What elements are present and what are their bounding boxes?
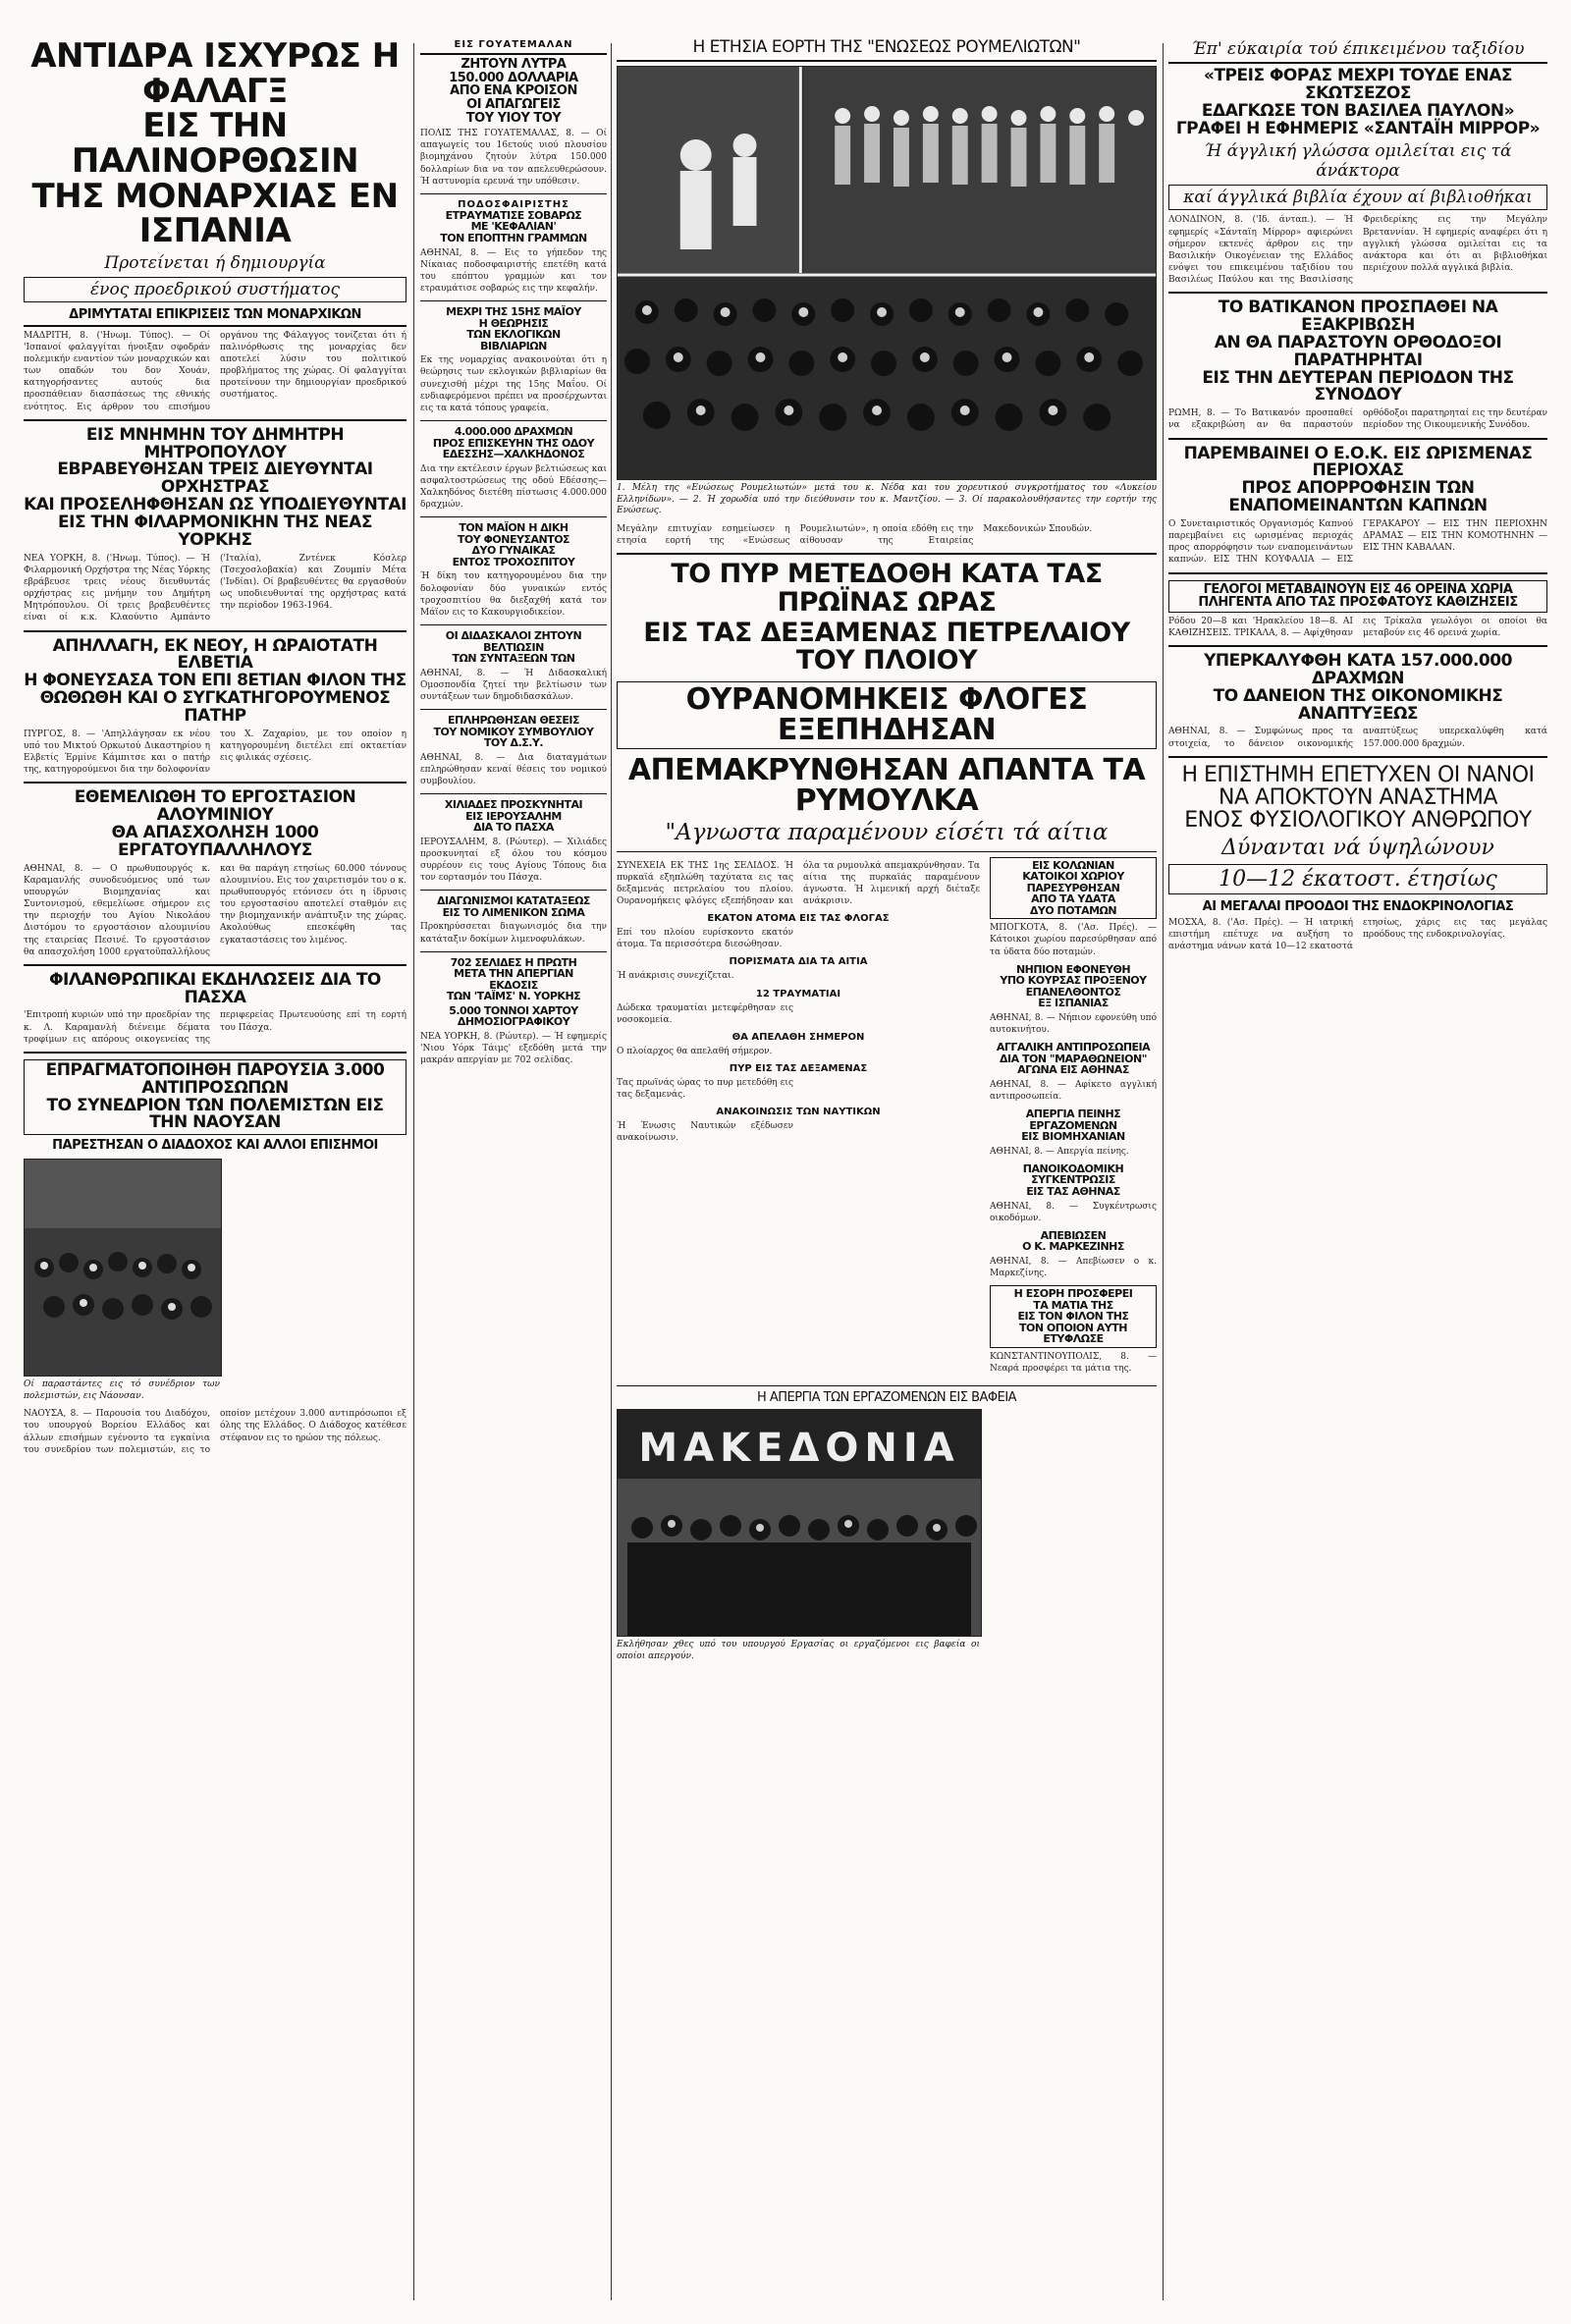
article-body: Ή δίκη του κατηγορουμένου δια την δολοφονίαν δύο γυναικών εντός τροχοσπιτίου θα διεξαχθή κατά τον Μάϊον εις το Κακουργιοδικείον. (420, 571, 607, 618)
divider (420, 420, 607, 421)
column-rule (413, 43, 414, 2300)
headline-line: ΕΙΣ ΤΑΣ ΑΘΗΝΑΣ (1026, 1184, 1120, 1198)
divider (24, 1052, 406, 1054)
headline-line: ΕΙΣ ΤΟ ΛΙΜΕΝΙΚΟΝ ΣΩΜΑ (442, 905, 585, 919)
headline-pavlos (1168, 68, 1547, 137)
divider (24, 630, 406, 632)
headline-line: ΤΟ ΔΑΝΕΙΟΝ ΤΗΣ ΟΙΚΟΝΟΜΙΚΗΣ ΑΝΑΠΤΥΞΕΩΣ (1213, 685, 1503, 724)
subheadline-boxed: ένος προεδρικού συστήματος (24, 277, 406, 302)
divider (617, 1385, 1157, 1386)
banner-subheadline: "Αγνωστα παραμένουν είσέτι τά αίτια (665, 819, 1109, 845)
headline-pasxa: ΦΙΛΑΝΘΡΩΠΙΚΑΙ ΕΚΔΗΛΩΣΕΙΣ ΔΙΑ ΤΟ ΠΑΣΧΑ (49, 969, 381, 1007)
headline-edessa (420, 426, 607, 460)
headline-falange (24, 39, 406, 249)
headline-line: ΧΙΛΙΑΔΕΣ ΠΡΟΣΚΥΝΗΤΑΙ (444, 798, 583, 812)
photo-title: Η ΕΤΗΣΙΑ ΕΟΡΤΗ ΤΗΣ "ΕΝΩΣΕΩΣ ΡΟΥΜΕΛΙΩΤΩΝ" (617, 39, 1157, 62)
fire-story-right (990, 857, 1157, 1381)
section-heading: ΕΚΑΤΟΝ ΑΤΟΜΑ ΕΙΣ ΤΑΣ ΦΛΟΓΑΣ (707, 913, 890, 925)
headline-marathon (990, 1042, 1157, 1076)
headline-line: ΕΔΑΓΚΩΣΕ ΤΟΝ ΒΑΣΙΛΕΑ ΠΑΥΛΟΝ» (1201, 100, 1515, 121)
headline-line: ΠΑΡΕΣΥΡΘΗΣΑΝ (1026, 881, 1120, 894)
headline-line: ΑΝ ΘΑ ΠΑΡΑΣΤΟΥΝ ΟΡΘΟΔΟΞΟΙ ΠΑΡΑΤΗΡΗΤΑΙ (1214, 332, 1502, 370)
headline-line: ΜΕΤΑ ΤΗΝ ΑΠΕΡΓΙΑΝ (454, 967, 573, 981)
headline-daneio (1168, 653, 1547, 723)
headline-line: ΤΟΝ ΕΠΟΠΤΗΝ ΓΡΑΜΜΩΝ (440, 232, 587, 244)
divider (420, 890, 607, 891)
headline-line: ΕΝΤΟΣ ΤΡΟΧΟΣΠΙΤΟΥ (452, 555, 575, 568)
kicker: ΠΟΔΟΣΦΑΙΡΙΣΤΗΣ (458, 198, 569, 210)
divider (420, 951, 607, 952)
headline-line: ΕΙΣ ΙΕΡΟΥΣΑΛΗΜ (465, 809, 562, 823)
headline-line: ΓΡΑΦΕΙ Η ΕΦΗΜΕΡΙΣ «ΣΑΝΤΑΪΗ ΜΙΡΡΟΡ» (1175, 118, 1541, 138)
section-heading: ΘΑ ΑΠΕΛΑΘΗ ΣΗΜΕΡΟΝ (731, 1031, 865, 1043)
headline-line: ΤΟΝ ΜΑΪΟΝ Η ΔΙΚΗ (459, 521, 569, 535)
article-body: Ο πλοίαρχος θα απελαθή σήμερον. (617, 1046, 773, 1056)
headline-line: Η ΦΟΝΕΥΣΑΣΑ ΤΟΝ ΕΠΙ 8ΕΤΙΑΝ ΦΙΛΟΝ ΤΗΣ (24, 671, 406, 691)
headline-elvetia (24, 635, 406, 726)
headline-line: ΤΟ ΣΥΝΕΔΡΙΟΝ ΤΩΝ ΠΟΛΕΜΙΣΤΩΝ ΕΙΣ ΤΗΝ ΝΑΟΥΣΑΝ (46, 1095, 384, 1133)
article-body: Προκηρύσσεται διαγωνισμός δια την κατάταξιν δοκίμων λιμενοφυλάκων. (420, 922, 607, 945)
headline-line: ΜΕΧΡΙ ΤΗΣ 15ΗΣ ΜΑΪΟΥ (446, 305, 581, 319)
headline-times (420, 957, 607, 1002)
headline-line: ΠΛΗΓΕΝΤΑ ΑΠΟ ΤΑΣ ΠΡΟΣΦΑΤΟΥΣ ΚΑΘΙΖΗΣΕΙΣ (1198, 595, 1518, 611)
headline-oikodomoi (990, 1163, 1157, 1198)
section-heading: ΠΟΡΙΣΜΑΤΑ ΔΙΑ ΤΑ ΑΙΤΙΑ (729, 956, 868, 968)
section-heading: ΔΡΙΜΥΤΑΤΑΙ ΕΠΙΚΡΙΣΕΙΣ ΤΩΝ ΜΟΝΑΡΧΙΚΩΝ (24, 308, 406, 327)
headline-line: ΕΤΡΑΥΜΑΤΙΣΕ ΣΟΒΑΡΩΣ (445, 208, 582, 222)
headline-line: ΤΗΣ ΜΟΝΑΡΧΙΑΣ ΕΝ ΙΣΠΑΝΙΑ (31, 176, 399, 251)
banner-headline: ΑΠΕΜΑΚΡΥΝΘΗΣΑΝ ΑΠΑΝΤΑ ΤΑ ΡΥΜΟΥΛΚΑ (627, 752, 1146, 819)
headline-line: ΤΟΥ ΦΟΝΕΥΣΑΝΤΟΣ (457, 532, 570, 546)
banner-headline: ΕΙΣ ΤΑΣ ΔΕΞΑΜΕΝΑΣ ΠΕΤΡΕΛΑΙΟΥ ΤΟΥ ΠΛΟΙΟΥ (643, 617, 1130, 676)
headline-line: ΠΑΝΟΙΚΟΔΟΜΙΚΗ (1022, 1162, 1124, 1175)
headline-line: Η ΘΕΩΡΗΣΙΣ (478, 316, 549, 330)
divider (617, 553, 1157, 555)
column-4 (1168, 39, 1547, 2304)
section-heading: 12 ΤΡΑΥΜΑΤΙΑΙ (755, 988, 841, 1000)
headline-eok (1168, 443, 1547, 516)
photo-title: Η ΑΠΕΡΓΙΑ ΤΩΝ ΕΡΓΑΖΟΜΕΝΩΝ ΕΙΣ ΒΑΦΕΙΑ (756, 1390, 1017, 1406)
headline-line: ΓΕΛΟΓΟΙ ΜΕΤΑΒΑΙΝΟΥΝ ΕΙΣ 46 ΟΡΕΙΝΑ ΧΩΡΙΑ (1203, 581, 1513, 597)
article-body: ΠΟΛΙΣ ΤΗΣ ΓΟΥΑΤΕΜΑΛΑΣ, 8. — Οί απαγωγείς του 16ετούς υιού πλουσίου βιομηχάνου ζητούν λύτρα 150.000 δολλαρίων δια να τον απελευθερώσουν. Ή αστυνομία ερευνά την υπόθεσιν. (420, 129, 607, 187)
headline-line: ΕΔΕΣΣΗΣ—ΧΑΛΚΗΔΟΝΟΣ (442, 448, 585, 461)
fire-story (617, 857, 1157, 1381)
headline-geologoi (1168, 580, 1547, 613)
article-body: 'Επιτροπή κυριών υπό την προεδρίαν της κ. Λ. Καραμανλή διένειμε δέματα τροφίμων εις απόρους οικογενείας της περιφερείας Πρωτευούσης επί τη εορτή του Πάσχα. (24, 1010, 406, 1045)
headline-line: ΕΠΡΑΓΜΑΤΟΠΟΙΗΘΗ ΠΑΡΟΥΣΙΑ 3.000 ΑΝΤΙΠΡΟΣΩΠΩΝ (45, 1059, 385, 1098)
headline-aluminium (24, 789, 406, 859)
headline-line: ΠΡΟΣ ΕΠΙΣΚΕΥΗΝ ΤΗΣ ΟΔΟΥ (432, 436, 595, 450)
headline-didaskaloi (420, 630, 607, 665)
headline-footballer (420, 210, 607, 244)
banner-headline-boxed: ΟΥΡΑΝΟΜΗΚΕΙΣ ΦΛΟΓΕΣ ΕΞΕΠΗΔΗΣΑΝ (617, 681, 1157, 749)
headline-line: ΔΙΑΓΩΝΙΣΜΟΙ ΚΑΤΑΤΑΞΕΩΣ (437, 894, 590, 908)
subheadline: Δύνανται νά ύψηλώνουν (1221, 836, 1494, 860)
headline-line: Ο Κ. ΜΑΡΚΕΖΙΝΗΣ (1022, 1240, 1124, 1254)
divider (1168, 438, 1547, 440)
article-body: Τας πρωϊνάς ώρας το πυρ μετεδόθη εις τας δεξαμενάς. (617, 1077, 793, 1101)
headline-line: ΑΠΕΡΓΙΑ ΠΕΙΝΗΣ (1025, 1108, 1121, 1121)
article-body: ΑΘΗΝΑΙ, 8. — Ή Διδασκαλική Ομοσπονδία ζητεί την βελτίωσιν των συντάξεων των δημοδιδασκάλων. (420, 668, 607, 702)
headline-line: ΚΑΤΟΙΚΟΙ ΧΩΡΙΟΥ (1022, 870, 1124, 884)
article-body: Μεγάλην επιτυχίαν εσημείωσεν η ετησία εορτή της «Ενώσεως Ρουμελιωτών», η οποία εδόθη εις την αίθουσαν της Εταιρείας Μακεδονικών Σπουδών. (617, 523, 1093, 547)
headline-line: ΚΑΙ ΠΡΟΣΕΛΗΦΘΗΣΑΝ ΩΣ ΥΠΟΔΙΕΥΘΥΝΤΑΙ (24, 495, 406, 515)
headline-nomiko (420, 715, 607, 749)
headline-line: ΑΓΩΝΑ ΕΙΣ ΑΘΗΝΑΣ (1017, 1063, 1129, 1077)
headline-line: ΠΡΟΣ ΑΠΟΡΡΟΦΗΣΙΝ ΤΩΝ ΕΝΑΠΟΜΕΙΝΑΝΤΩΝ ΚΑΠΝΩΝ (1228, 478, 1488, 516)
photo-roumeliotes (617, 66, 1157, 480)
headline-line: ΕΒΡΑΒΕΥΘΗΣΑΝ ΤΡΕΙΣ ΔΙΕΥΘΥΝΤΑΙ ΟΡΧΗΣΤΡΑΣ (57, 459, 373, 498)
article-body: ΚΩΝΣΤΑΝΤΙΝΟΥΠΟΛΙΣ, 8. — Νεαρά προσφέρει τα μάτια της. (990, 1351, 1157, 1375)
headline-line: ΘΩΘΩΘΗ ΚΑΙ Ο ΣΥΓΚΑΤΗΓΟΡΟΥΜΕΝΟΣ ΠΑΤΗΡ (39, 688, 391, 726)
divider (24, 782, 406, 784)
headline-line: ΔΥΟ ΠΟΤΑΜΩΝ (1029, 903, 1117, 917)
headline-line: ΕΠΑΝΕΛΘΟΝΤΟΣ (1025, 985, 1121, 999)
headline-line: ΕΙΣ ΤΟΝ ΦΙΛΟΝ ΤΗΣ (1017, 1310, 1129, 1324)
article-body: ΝΑΟΥΣΑ, 8. — Παρουσία του Διαδόχου, του υπουργού Βορείου Ελλάδος και άλλων επισήμων εγένοντο τα εγκαίνια του συνεδρίου των πολεμιστών, εις το οποίον μετέχουν 3.000 αντιπρόσωποι εξ όλης της Ελλάδος. Ο Διάδοχος κατέθεσε στέφανον εις το ηρώον της πόλεως. (24, 1409, 406, 1455)
article-body: Επί του πλοίου ευρίσκοντο εκατόν άτομα. Τα περισσότερα διεσώθησαν. (617, 928, 793, 950)
headline-line: 5.000 ΤΟΝΝΟΙ ΧΑΡΤΟΥ (449, 1003, 578, 1017)
article-body: ΑΘΗΝΑΙ, 8. — Συγκέντρωσις οικοδόμων. (990, 1201, 1157, 1223)
article-body: ΜΟΣΧΑ, 8. ('Ασ. Πρές). — Ή ιατρική επιστήμη επέτυχε να αυξήση το ανάστημα νάνων κατά 10—12 εκατοστά ετησίως, χάρις εις τας μεγάλας προόδους της ενδοκρινολογίας. (1168, 917, 1547, 951)
headline-line: ΟΙ ΔΙΔΑΣΚΑΛΟΙ ΖΗΤΟΥΝ (445, 628, 582, 642)
headline-line: ΤΩΝ ΣΥΝΤΑΞΕΩΝ ΤΩΝ (452, 652, 575, 666)
article-body: Ή ανάκρισις συνεχίζεται. (617, 971, 734, 982)
headline-line: ΤΟΥ Δ.Σ.Υ. (483, 736, 544, 750)
headline-line: ΔΙΑ ΤΟ ΠΑΣΧΑ (473, 821, 554, 835)
divider (1168, 292, 1547, 294)
headline-line: ΣΥΓΚΕΝΤΡΩΣΙΣ (1031, 1173, 1115, 1187)
headline-vatikano (1168, 299, 1547, 405)
subheadline-boxed: 10—12 έκατοστ. έτησίως (1168, 864, 1547, 894)
divider (24, 964, 406, 966)
headline-line: ΒΕΛΤΙΩΣΙΝ (483, 640, 544, 654)
headline-line: 150.000 ΔΟΛΛΑΡΙΑ (449, 70, 578, 85)
section-heading: ΑΙ ΜΕΓΑΛΑΙ ΠΡΟΟΔΟΙ ΤΗΣ ΕΝΔΟΚΡΙΝΟΛΟΓΙΑΣ (1202, 899, 1514, 914)
headline-line: ΖΗΤΟΥΝ ΛΥΤΡΑ (460, 57, 567, 72)
column-rule (1163, 43, 1164, 2300)
headline-line: ΤΟΥ ΝΟΜΙΚΟΥ ΣΥΜΒΟΥΛΙΟΥ (433, 725, 594, 738)
headline-line: ΕΘΕΜΕΛΙΩΘΗ ΤΟ ΕΡΓΟΣΤΑΣΙΟΝ ΑΛΟΥΜΙΝΙΟΥ (74, 787, 356, 826)
article-body: ΑΘΗΝΑΙ, 8. — Απεργία πείνης. (990, 1146, 1129, 1157)
photo-naousa (24, 1159, 222, 1377)
headline-line: ΒΙΒΛΙΑΡΙΩΝ (480, 339, 547, 352)
column-rule (611, 43, 612, 2300)
article-body: ΑΘΗΝΑΙ, 8. — Αφίκετο αγγλική αντιπροσωπεία. (990, 1079, 1157, 1102)
divider (420, 624, 607, 625)
article-body: ΜΑΔΡΙΤΗ, 8. ('Ηνωμ. Τύπος). — Οί 'Ισπανοί φαλαγγίται ήνοιξαν σφοδράν πολεμικήν εναντίον τών μοναρχικών και των οπαδών του δον Χουάν, κατηγορήσαντες αυτούς δια προσπάθειαν διασπάσεως της εθνικής ενότητος. Εις άρθρον του επισήμου οργάνου της Φάλαγγος τονίζεται ότι ή παλινόρθωσις της μοναρχίας δεν αποτελεί λύσιν του πολιτικού προβλήματος της χώρας. Οί φαλαγγίται προτείνουν την δημιουργίαν προεδρικού συστήματος. (24, 330, 406, 412)
photo-vafeia (617, 1409, 982, 1637)
subheadline (420, 1005, 607, 1028)
article-body: ΑΘΗΝΑΙ, 8. — Συμφώνως προς τα στοιχεία, το δάνειον οικονομικής αναπτύξεως υπερεκαλύφθη κατά 157.000.000 δραχμών. (1168, 727, 1547, 749)
headline-nanoi (1168, 764, 1547, 832)
section-heading: ΠΥΡ ΕΙΣ ΤΑΣ ΔΕΞΑΜΕΝΑΣ (729, 1062, 868, 1074)
headline-line: ΤΑ ΜΑΤΙΑ ΤΗΣ (1033, 1298, 1113, 1312)
headline-apergia (990, 1108, 1157, 1143)
divider (1168, 756, 1547, 758)
column-3 (617, 39, 1157, 2304)
headline-diki (420, 522, 607, 567)
headline-line: ΑΠΗΛΛΑΓΗ, ΕΚ ΝΕΟΥ, Η ΩΡΑΙΟΤΑΤΗ ΕΛΒΕΤΙΑ (52, 635, 378, 674)
headline-ierousalim (420, 799, 607, 834)
headline-markezinis (990, 1230, 1157, 1253)
headline-line: ΤΟΝ ΟΠΟΙΟΝ ΑΥΤΗ (1019, 1321, 1127, 1334)
headline-line: ΑΝΤΙΔΡΑ ΙΣΧΥΡΩΣ Η ΦΑΛΑΓΞ (30, 39, 400, 111)
headline-line: ΤΟ ΒΑΤΙΚΑΝΟΝ ΠΡΟΣΠΑΘΕΙ ΝΑ ΕΞΑΚΡΙΒΩΣΗ (1218, 297, 1498, 336)
article-body: ΝΕΑ ΥΟΡΚΗ, 8. (Ρώυτερ). — Ή εφημερίς 'Νιου Υόρκ Τάιμς' εξεδόθη μετά την μακράν απεργίαν με 702 σελίδας. (420, 1031, 607, 1066)
headline-line: ΤΩΝ 'ΤΑΪΜΣ' Ν. ΥΟΡΚΗΣ (446, 990, 581, 1003)
photo-caption: Οί παραστάντες εις τό συνέδριον των πολεμιστών, εις Νάουσαν. (24, 1378, 220, 1401)
headline-line: Η ΕΠΙΣΤΗΜΗ ΕΠΕΤΥΧΕΝ ΟΙ ΝΑΝΟΙ (1181, 762, 1535, 787)
kicker: Έπ' εύκαιρία τού έπικειμένου ταξιδίου (1168, 39, 1547, 64)
headline-line: ΕΙΣ ΤΗΝ ΠΑΛΙΝΟΡΘΩΣΙΝ (71, 106, 359, 182)
headline-line: ΕΙΣ ΤΗΝ ΦΙΛΑΡΜΟΝΙΚΗΝ ΤΗΣ ΝΕΑΣ ΥΟΡΚΗΣ (58, 512, 372, 550)
headline-line: ΕΠΛΗΡΩΘΗΣΑΝ ΘΕΣΕΙΣ (448, 714, 579, 728)
article-body: Δια την εκτέλεσιν έργων βελτιώσεως και ασφαλτοστρώσεως της οδού Εδέσσης—Χαλκηδόνος διετέθη πίστωσις 4.000.000 δραχμών. (420, 463, 607, 511)
divider (1168, 645, 1547, 647)
headline-kolombia (990, 857, 1157, 920)
headline-line: ΕΙΣ ΚΟΛΩΝΙΑΝ (1032, 858, 1114, 872)
article-body: ΠΥΡΓΟΣ, 8. — 'Απηλλάγησαν εκ νέου υπό του Μικτού Ορκωτού Δικαστηρίου η Ελβετίς Έρμίνε Κάμπιτσε και ο πατήρ της, κατηγορούμενοι δια την δολοφονίαν του Χ. Ζαχαρίου, με τον οποίον η κατηγορουμένη διετέλει επί οκταετίαν εις φιλικάς σχέσεις. (24, 729, 406, 776)
divider (420, 516, 607, 517)
headline-line: ΕΙΣ ΜΝΗΜΗΝ ΤΟΥ ΔΗΜΗΤΡΗ ΜΗΤΡΟΠΟΥΛΟΥ (85, 424, 345, 462)
divider (420, 709, 607, 710)
headline-line: «ΤΡΕΙΣ ΦΟΡΑΣ ΜΕΧΡΙ ΤΟΥΔΕ ΕΝΑΣ ΣΚΩΤΣΕΖΟΣ (1203, 66, 1513, 103)
article-body: ΑΘΗΝΑΙ, 8. — Εις το γήπεδον της Νίκαιας ποδοσφαιριστής επετέθη κατά του επόπτου γραμμών και τον ετραυμάτισε σοβαρώς εις την κεφαλήν. (420, 247, 607, 294)
headline-line: ΑΠΟ ΤΑ ΥΔΑΤΑ (1031, 892, 1115, 906)
headline-line: ΕΚΔΟΣΙΣ (489, 978, 538, 992)
headline-nipion (990, 964, 1157, 1009)
headline-line: ΔΙΑ ΤΟΝ "ΜΑΡΑΘΩΝΕΙΟΝ" (1000, 1052, 1147, 1065)
headline-mitropoulos (24, 424, 406, 550)
article-body: ΑΘΗΝΑΙ, 8. — Δια διαταγμάτων επληρώθησαν κεναί θέσεις του νομικού συμβουλίου. (420, 752, 607, 786)
headline-line: ΥΠΟ ΚΟΥΡΣΑΣ ΠΡΟΞΕΝΟΥ (1000, 974, 1147, 988)
divider (1168, 572, 1547, 574)
headline-line: ΕΙΣ ΒΙΟΜΗΧΑΝΙΑΝ (1021, 1130, 1125, 1144)
headline-line: ΟΙ ΑΠΑΓΩΓΕΙΣ (466, 96, 561, 112)
headline-line: ΤΩΝ ΕΚΛΟΓΙΚΩΝ (466, 328, 561, 342)
headline-line: ΝΗΠΙΟΝ ΕΦΟΝΕΥΘΗ (1015, 962, 1131, 976)
banner-headline: ΤΟ ΠΥΡ ΜΕΤΕΔΟΘΗ ΚΑΤΑ ΤΑΣ ΠΡΩΪΝΑΣ ΩΡΑΣ (671, 559, 1103, 618)
article-body: ΑΘΗΝΑΙ, 8. — Ο πρωθυπουργός κ. Καραμανλής συνοδευόμενος υπό των υπουργών Βιομηχανίας και Συντονισμού, εθεμελίωσε σήμερον εις την περιοχήν του Αγίου Νικολάου Διστόμου το εργοστάσιον αλουμινίου της εταιρείας Πεσινέ. Το εργοστάσιον θα απασχολήση 1000 εργατοϋπαλλήλους και θα παράγη ετησίως 60.000 τόννους αλουμινίου. Εις τον χαιρετισμόν του ο κ. πρωθυπουργός ετόνισεν ότι η ίδρυσις του εργοστασίου αποτελεί σταθμόν εις την βιομηχανικήν ανάπτυξιν της χώρας. Ακολούθως επεσκέφθη τας εγκαταστάσεις του λιμένος. (24, 863, 406, 957)
article-body: ΑΘΗΝΑΙ, 8. — Απεβίωσεν ο κ. Μαρκεζίνης. (990, 1256, 1157, 1279)
fire-story-left (617, 857, 980, 1381)
article-body: Ρόδου 20—8 και 'Ηρακλείου 18—8. ΑΙ ΚΑΘΙΖΗΣΕΙΣ. ΤΡΙΚΑΛΑ, 8. — Αφίχθησαν εις Τρίκαλα γεωλόγοι οι οποίοι θα μεταβούν εις 46 ορεινά χωρία. (1168, 616, 1547, 638)
article-body: ΝΕΑ ΥΟΡΚΗ, 8. ('Ηνωμ. Τύπος). — Ή Φιλαρμονική Ορχήστρα της Νέας Υόρκης εβράβευσε τρεις νέους διευθυντάς ορχήστρας εις μνήμην του Δημήτρη Μητρόπουλου. Οί τρεις βραβευθέντες είναι οί κ.κ. Κλαούντιο Αμπάντο ('Ιταλία), Ζντένεκ Κόσλερ (Τσεχοσλοβακία) και Ζουμπίν Μέτα ('Ινδίαι). Οί βραβευθέντες θα εργασθούν ως υποδιευθυνταί της ορχήστρας κατά την περίοδον 1963-1964. (24, 553, 406, 623)
column-1 (24, 39, 406, 2304)
divider (420, 300, 607, 301)
headline-line: ΠΑΡΕΜΒΑΙΝΕΙ Ο Ε.Ο.Κ. ΕΙΣ ΩΡΙΣΜΕΝΑΣ ΠΕΡΙΟΧΑΣ (1183, 443, 1533, 481)
article-body: Ο Συνεταιριστικός Οργανισμός Καπνού παρεμβαίνει εις ωρισμένας περιοχάς προς απορρόφησιν των εναπομεινάντων καπνών. ΕΙΣ ΤΗΝ ΚΟΥΦΑΛΙΑ — ΕΙΣ ΓΕΡΑΚΑΡΟΥ — ΕΙΣ ΤΗΝ ΠΕΡΙΟΧΗΝ ΔΡΑΜΑΣ — ΕΙΣ ΤΗΝ ΚΟΜΟΤΗΝΗΝ — ΕΙΣ ΤΗΝ ΚΑΒΑΛΑΝ. (1168, 518, 1547, 566)
headline-line: ΔΗΜΟΣΙΟΓΡΑΦΙΚΟΥ (457, 1015, 570, 1029)
divider (24, 419, 406, 421)
article-body: Δώδεκα τραυματίαι μετεφέρθησαν εις νοσοκομεία. (617, 1002, 793, 1025)
article-body: Εκ της νομαρχίας ανακοινούται ότι η θεώρησις των εκλογικών βιβλιαρίων θα συνεχισθή μέχρι της 15ης Μαΐου. Οί ενδιαφερόμενοι πρέπει να προσέρχωνται εις τα κατά τόπους γραφεία. (420, 355, 607, 413)
section-heading: ΑΝΑΚΟΙΝΩΣΙΣ ΤΩΝ ΝΑΥΤΙΚΩΝ (716, 1107, 881, 1118)
headline-line: ΑΠΟ ΕΝΑ ΚΡΟΙΣΟΝ (450, 83, 577, 99)
headline-line: ΕΙΣ ΤΗΝ ΔΕΥΤΕΡΑΝ ΠΕΡΙΟΔΟΝ ΤΗΣ ΣΥΝΟΔΟΥ (1202, 367, 1514, 405)
headline-line: ΘΑ ΑΠΑΣΧΟΛΗΣΗ 1000 ΕΡΓΑΤΟΥΠΑΛΛΗΛΟΥΣ (111, 822, 319, 860)
headline-line: ΕΤΥΦΛΩΣΕ (1043, 1332, 1104, 1346)
headline-esori (990, 1285, 1157, 1348)
headline-line: ΔΥΟ ΓΥΝΑΙΚΑΣ (471, 544, 556, 558)
article-body: ΛΟΝΔΙΝΟΝ, 8. ('Ιδ. άνταπ.). — Ή εφημερίς «Σάνταϊη Μίρρορ» αφιερώνει σήμερον εκτενές άρθρον εις την Βασιλικήν Οικογένειαν της Ελλάδος ενόψει του επικειμένου ταξιδίου του Βασιλέως Παύλου και της Βασιλίσσης Φρειδερίκης εις την Μεγάλην Βρεταννίαν. Ή εφημερίς αναφέρει ότι η αγγλική γλώσσα ομιλείται εις τα ανάκτορα και ότι αι βιβλιοθήκαι περιέχουν πολλά αγγλικά βιβλία. (1168, 215, 1547, 286)
headline-line: ΑΓΓΑΛΙΚΗ ΑΝΤΙΠΡΟΣΩΠΕΙΑ (996, 1041, 1151, 1054)
headline-line: ΕΡΓΑΖΟΜΕΝΩΝ (1029, 1118, 1117, 1132)
divider (420, 193, 607, 194)
article-body: ΣΥΝΕΧΕΙΑ ΕΚ ΤΗΣ 1ης ΣΕΛΙΔΟΣ. Ή πυρκαϊά εξηπλώθη ταχύτατα εις τας δεξαμενάς πετρελαίου του πλοίου. Ουρανομήκεις φλόγες εξεπήδησαν και όλα τα ρυμουλκά απεμακρύνθησαν. Τα αίτια της πυρκαϊάς παραμένουν άγνωστα. Ή λιμενική αρχή διέταξε ανάκρισιν. (617, 860, 980, 906)
photo-caption: Εκλήθησαν χθες υπό του υπουργού Εργασίας οι εργαζόμενοι εις βαφεία οι οποίοι απεργούν. (617, 1639, 980, 1661)
article-body: Ή Ένωσις Ναυτικών εξέδωσεν ανακοίνωσιν. (617, 1121, 793, 1144)
headline-line: ΝΑ ΑΠΟΚΤΟΥΝ ΑΝΑΣΤΗΜΑ (1219, 784, 1497, 810)
column-2 (420, 39, 607, 2304)
headline-guatemala (420, 58, 607, 125)
kicker: ΕΙΣ ΓΟΥΑΤΕΜΑΛΑΝ (420, 39, 607, 55)
headline-ekloges (420, 306, 607, 351)
article-body: ΙΕΡΟΥΣΑΛΗΜ, 8. (Ρώυτερ). — Χιλιάδες προσκυνηταί εξ όλου του κόσμου συρρέουν εις τους Αγίους Τόπους δια τον εορτασμόν του Πάσχα. (420, 837, 607, 884)
subheadline: ΠΑΡΕΣΤΗΣΑΝ Ο ΔΙΑΔΟΧΟΣ ΚΑΙ ΑΛΛΟΙ ΕΠΙΣΗΜΟΙ (52, 1138, 378, 1154)
article-body: ΑΘΗΝΑΙ, 8. — Νήπιον εφονεύθη υπό αυτοκινήτου. (990, 1012, 1157, 1036)
headline-line: ΜΕ 'ΚΕΦΑΛΙΑΝ' (470, 220, 557, 234)
subheadline: Προτείνεται ή δημιουργία (104, 253, 326, 274)
headline-line: Η ΕΣΟΡΗ ΠΡΟΣΦΕΡΕΙ (1013, 1287, 1133, 1301)
headline-limeniko (420, 895, 607, 918)
headline-line: ΑΠΕΒΙΩΣΕΝ (1040, 1228, 1107, 1242)
divider (617, 851, 1157, 852)
headline-line: 702 ΣΕΛΙΔΕΣ Η ΠΡΩΤΗ (450, 955, 577, 969)
headline-line: ΥΠΕΡΚΑΛΥΦΘΗ ΚΑΤΑ 157.000.000 ΔΡΑΧΜΩΝ (1204, 651, 1512, 688)
headline-naousa (24, 1059, 406, 1135)
headline-line: 4.000.000 ΔΡΑΧΜΩΝ (454, 425, 573, 438)
subheadline-boxed: καί άγγλικά βιβλία έχουν αί βιβλιοθήκαι (1168, 185, 1547, 210)
headline-line: ΕΝΟΣ ΦΥΣΙΟΛΟΓΙΚΟΥ ΑΝΘΡΩΠΟΥ (1184, 807, 1532, 833)
shop-sign: ΜΑΚΕΔΟΝΙΑ (638, 1425, 960, 1471)
article-body: ΡΩΜΗ, 8. — Το Βατικανόν προσπαθεί να εξακριβώση αν θα παραστούν ορθόδοξοι παρατηρηταί εις την δευτέραν περίοδον της Οικουμενικής Συνόδου. (1168, 408, 1547, 431)
headline-line: ΤΟΥ ΥΙΟΥ ΤΟΥ (465, 110, 562, 126)
photo-caption: 1. Μέλη της «Ενώσεως Ρουμελιωτών» μετά του κ. Νέδα και του χορευτικού συγκροτήματος του «Λυκείου Ελληνίδων». — 2. Ή χορωδία υπό την διεύθυνσιν του κ. Μαντζίου. — 3. Οί παρακολουθήσαντες την εορτήν της Ενώσεως. (617, 482, 1157, 516)
divider (420, 793, 607, 794)
article-body: ΜΠΟΓΚΟΤΑ, 8. ('Ασ. Πρές). — Κάτοικοι χωρίου παρεσύρθησαν από τα ύδατα δύο ποταμών. (990, 923, 1157, 957)
headline-line: ΕΞ ΙΣΠΑΝΙΑΣ (1038, 997, 1109, 1010)
subheadline: Ή άγγλική γλώσσα ομιλείται εις τά άνάκτορα (1204, 141, 1512, 182)
